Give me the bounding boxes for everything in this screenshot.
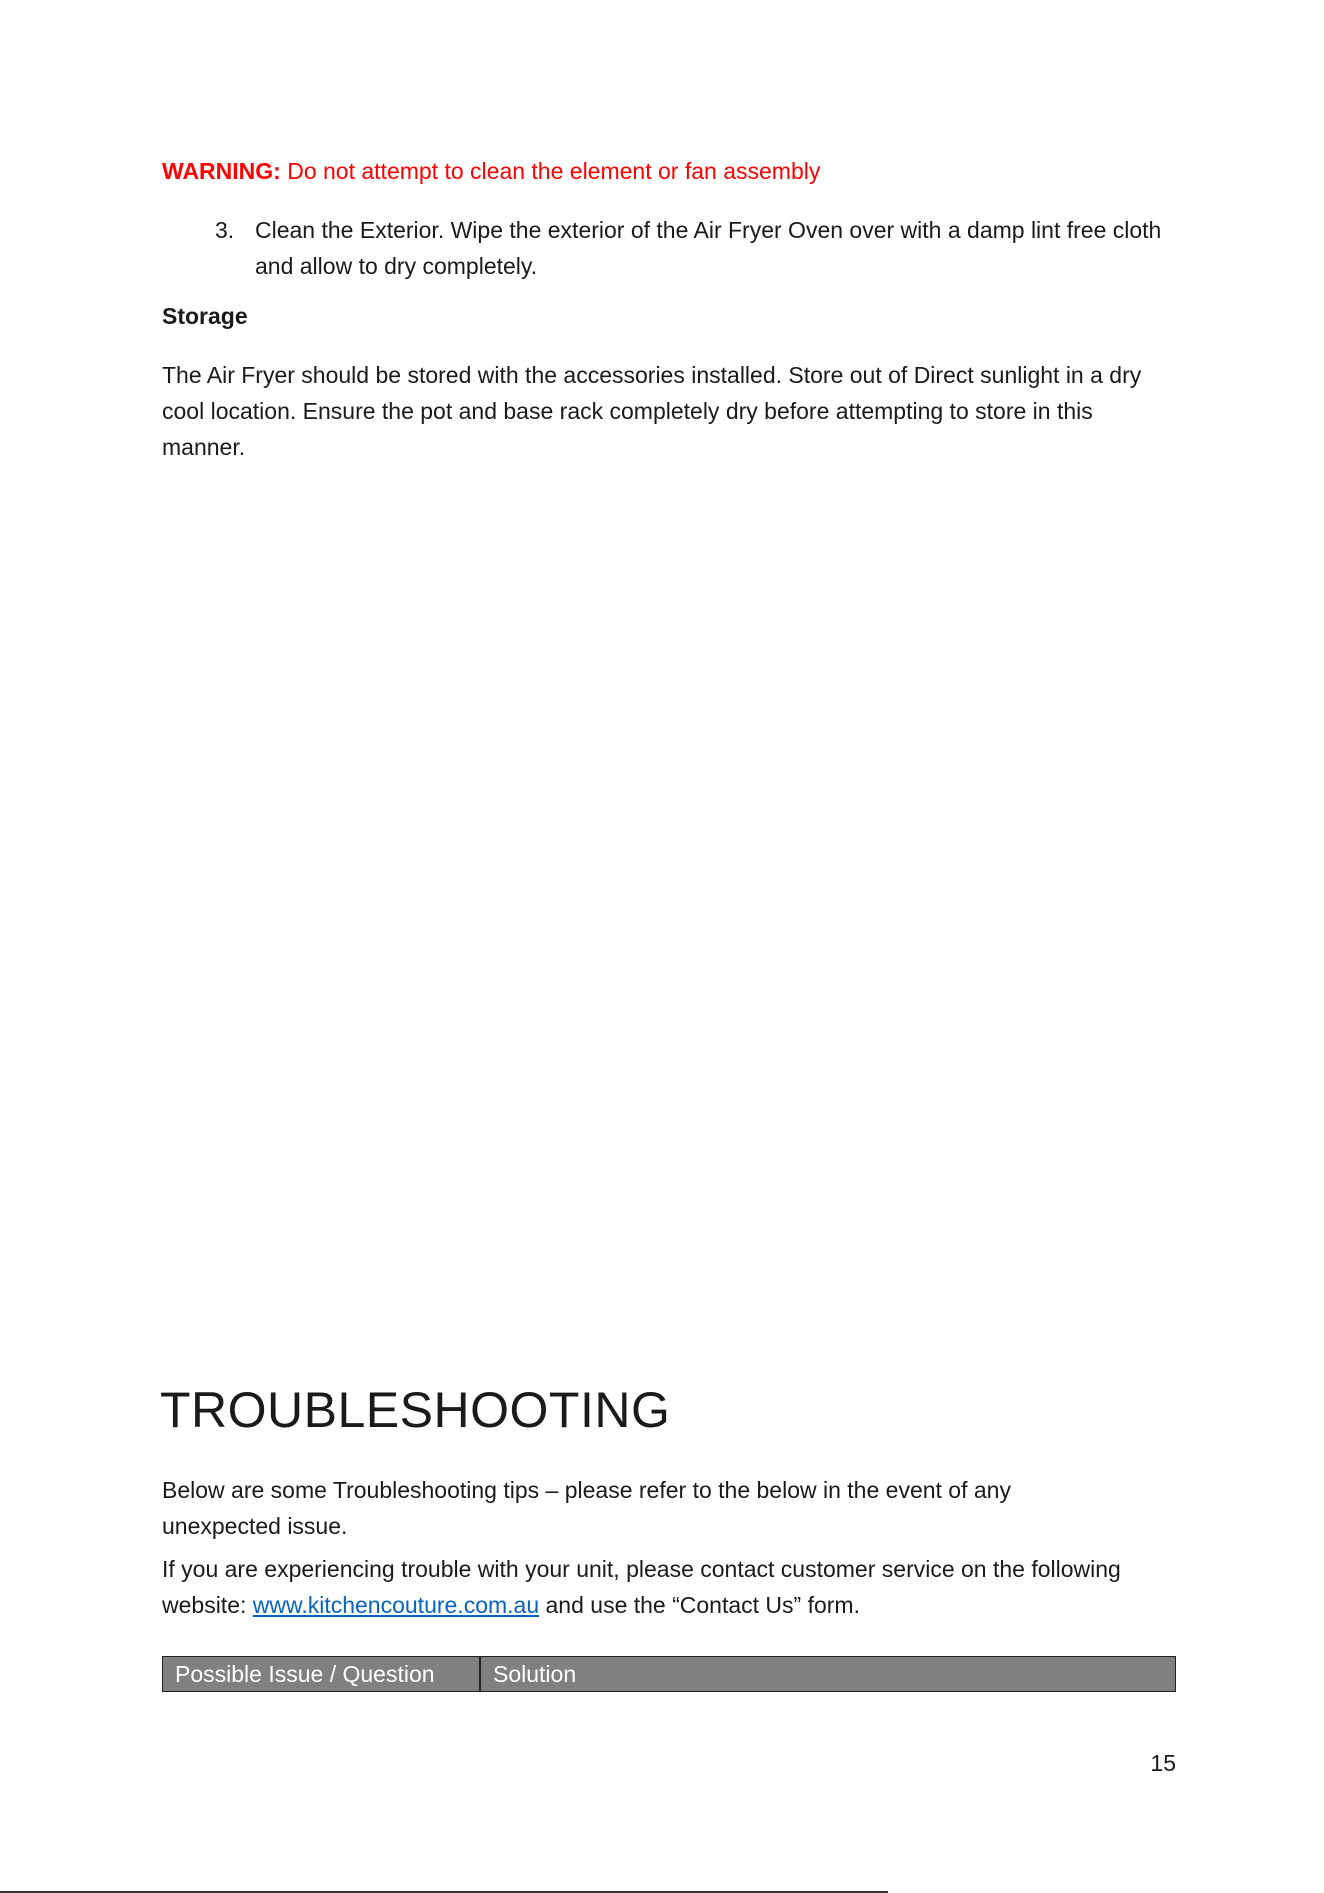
warning-line <box>162 158 820 185</box>
storage-paragraph: The Air Fryer should be stored with the accessories installed. Store out of Direct sunlight in a dry cool location. Ensure the pot and base rack completely dry before attempting to store in this manner. <box>162 362 1142 460</box>
warning-text: Do not attempt to clean the element or fan assembly <box>280 158 821 184</box>
contact-text-after: and use the “Contact Us” form. <box>539 1592 860 1618</box>
storage-heading: Storage <box>162 303 248 329</box>
troubleshooting-intro: Below are some Troubleshooting tips – please refer to the below in the event of any unexpected issue. <box>162 1477 1011 1539</box>
table-header-issue: Possible Issue / Question <box>163 1657 481 1691</box>
warning-label: WARNING: <box>162 158 281 184</box>
contact-paragraph <box>162 1551 1172 1623</box>
contact-text-before: If you are experiencing trouble with your unit, please contact customer service on the following website: <box>162 1556 1121 1618</box>
page-number: 15 <box>1150 1750 1176 1776</box>
troubleshooting-heading: TROUBLESHOOTING <box>160 1382 671 1438</box>
step-text: Clean the Exterior. Wipe the exterior of the Air Fryer Oven over with a damp lint free cloth and allow to dry completely. <box>255 217 1162 279</box>
table-header-solution: Solution <box>481 1657 1175 1691</box>
step-number: 3. <box>215 217 235 243</box>
website-link[interactable]: www.kitchencouture.com.au <box>252 1592 540 1618</box>
troubleshooting-table <box>162 1656 1176 1692</box>
